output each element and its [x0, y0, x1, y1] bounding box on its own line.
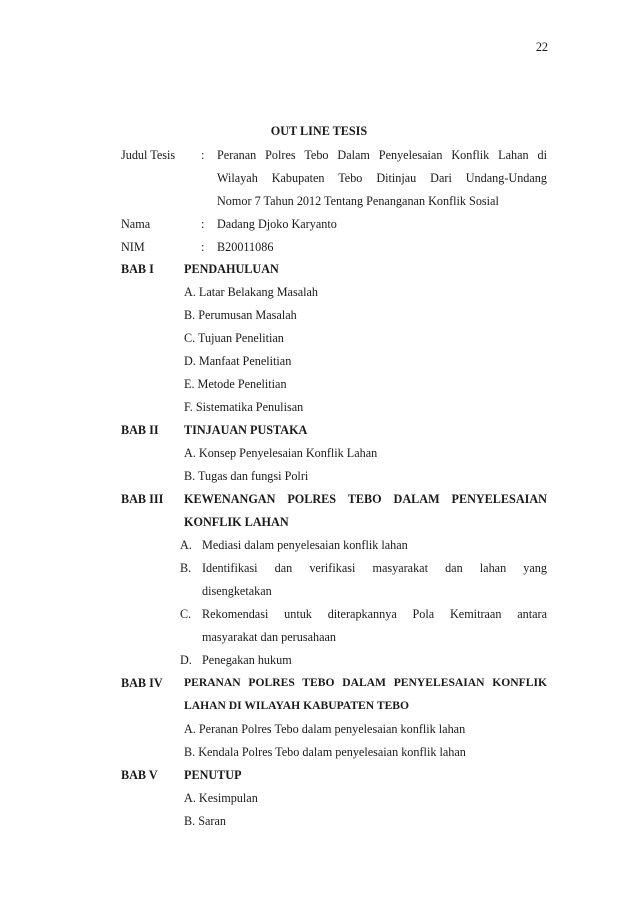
list-item: Mediasi dalam penyelesaian konflik lahan [202, 538, 408, 552]
list-item: E. Metode Penelitian [184, 377, 287, 391]
list-item-continuation: disengketakan [202, 584, 272, 598]
list-item: B. Perumusan Masalah [184, 308, 297, 322]
chapter-title-line-2: KONFLIK LAHAN [184, 515, 289, 529]
judul-line-2: Wilayah Kabupaten Tebo Ditinjau Dari Undang-Undang [217, 171, 547, 185]
list-item: A. Konsep Penyelesaian Konflik Lahan [184, 446, 378, 460]
list-item: B. Saran [184, 814, 226, 828]
list-item: F. Sistematika Penulisan [184, 400, 304, 414]
chapter-label: BAB V [121, 768, 158, 782]
list-item-continuation: masyarakat dan perusahaan [202, 630, 336, 644]
page-number: 22 [535, 40, 548, 54]
chapter-label: BAB I [121, 262, 154, 276]
list-item: C. Tujuan Penelitian [184, 331, 284, 345]
nim-value: B20011086 [217, 240, 274, 254]
chapter-title-line-1: KEWENANGAN POLRES TEBO DALAM PENYELESAIAN [184, 492, 547, 506]
chapter-label: BAB IV [121, 676, 163, 690]
list-marker: C. [180, 607, 192, 621]
list-item: Penegakan hukum [202, 653, 292, 667]
nim-label: NIM [121, 240, 145, 254]
page-title: OUT LINE TESIS [270, 124, 368, 138]
judul-label: Judul Tesis [121, 148, 176, 162]
list-item: B. Tugas dan fungsi Polri [184, 469, 309, 483]
chapter-title: PENUTUP [184, 768, 242, 782]
chapter-title: PENDAHULUAN [184, 262, 279, 276]
nama-value: Dadang Djoko Karyanto [217, 217, 337, 231]
list-marker: D. [180, 653, 192, 667]
chapter-title-line-1: PERANAN POLRES TEBO DALAM PENYELESAIAN KONFLIK [184, 676, 547, 689]
list-item: A. Kesimpulan [184, 791, 258, 805]
nama-label: Nama [121, 217, 151, 231]
list-item: B. Kendala Polres Tebo dalam penyelesaian konflik lahan [184, 745, 466, 759]
chapter-label: BAB III [121, 492, 164, 506]
list-marker: A. [180, 538, 192, 552]
judul-colon: : [201, 148, 205, 162]
chapter-title: TINJAUAN PUSTAKA [184, 423, 308, 437]
list-item: Identifikasi dan verifikasi masyarakat dan lahan yang [202, 561, 547, 575]
nama-colon: : [201, 217, 205, 231]
list-item: Rekomendasi untuk diterapkannya Pola Kemitraan antara [202, 607, 547, 621]
judul-line-3: Nomor 7 Tahun 2012 Tentang Penanganan Konflik Sosial [217, 194, 499, 208]
chapter-title-line-2: LAHAN DI WILAYAH KABUPATEN TEBO [184, 699, 410, 712]
nim-colon: : [201, 240, 205, 254]
chapter-label: BAB II [121, 423, 159, 437]
list-marker: B. [180, 561, 192, 575]
list-item: A. Peranan Polres Tebo dalam penyelesaian konflik lahan [184, 722, 466, 736]
list-item: D. Manfaat Penelitian [184, 354, 292, 368]
list-item: A. Latar Belakang Masalah [184, 285, 319, 299]
judul-line-1: Peranan Polres Tebo Dalam Penyelesaian Konflik Lahan di [217, 148, 547, 162]
